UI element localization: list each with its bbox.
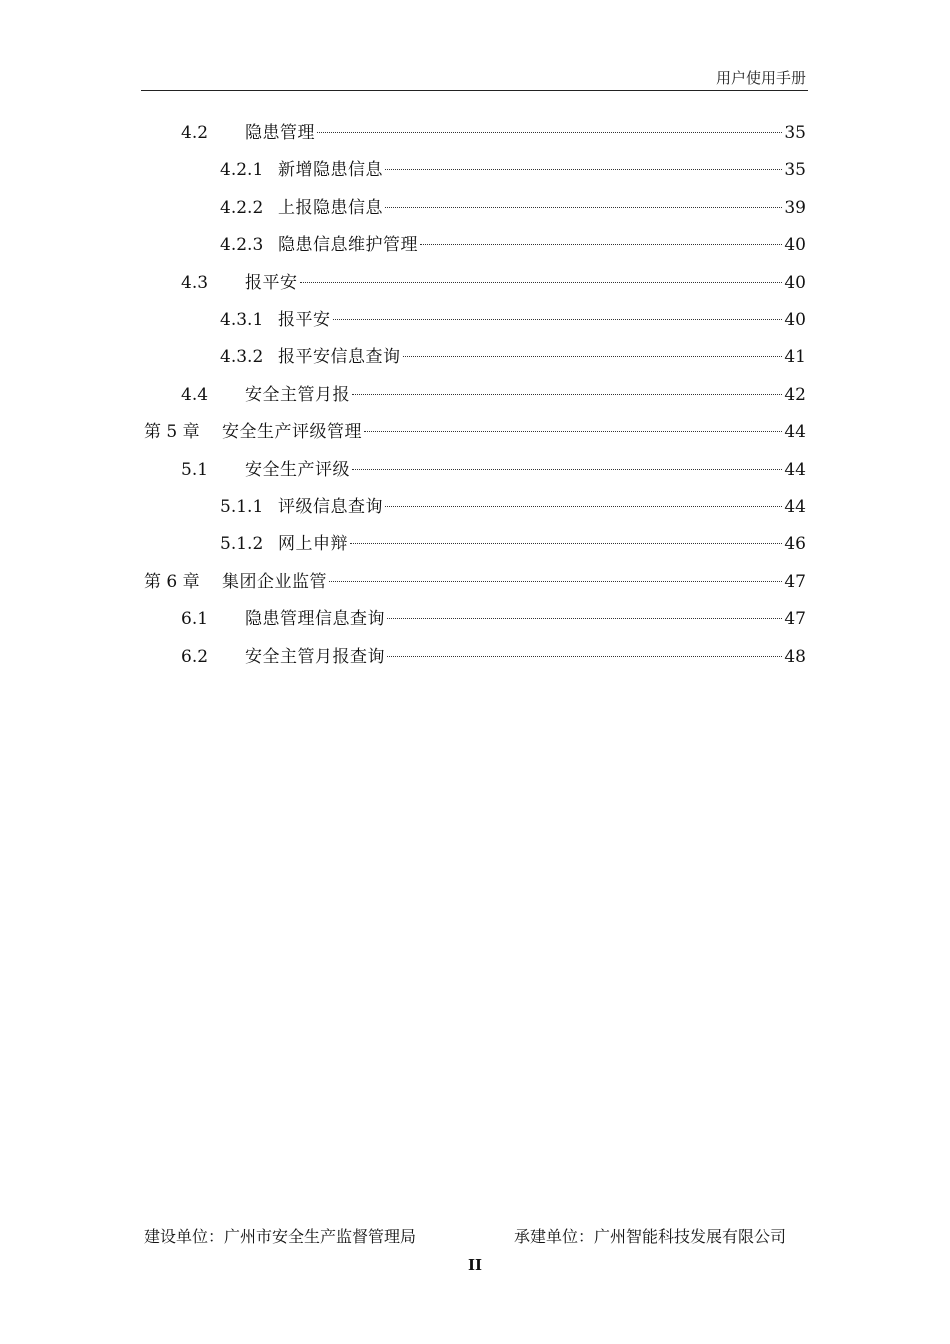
dot-leader: [329, 581, 782, 582]
toc-entry-number: 4.2: [181, 123, 209, 143]
toc-entry[interactable]: [144, 569, 806, 595]
dot-leader: [385, 207, 782, 208]
footer-contractor: 承建单位：广州智能科技发展有限公司: [514, 1227, 787, 1246]
toc-entry[interactable]: [220, 157, 806, 183]
dot-leader: [385, 506, 782, 507]
toc-entry-number: 5.1: [181, 460, 209, 480]
toc-entry-number: 6.1: [181, 609, 209, 629]
toc-entry-number: 4.2.2: [220, 198, 264, 218]
toc-entry-page: 44: [784, 497, 806, 517]
dot-leader: [364, 431, 782, 432]
toc-entry-title: 新增隐患信息: [278, 160, 383, 180]
toc-entry-title: 网上申辩: [278, 534, 348, 554]
toc-entry-title: 隐患管理: [245, 123, 315, 143]
dot-leader: [403, 356, 783, 357]
toc-entry-title: 安全生产评级管理: [222, 422, 362, 442]
toc-entry[interactable]: [220, 494, 806, 520]
toc-entry-title: 安全主管月报查询: [245, 647, 385, 667]
toc-entry-page: 35: [784, 123, 806, 143]
toc-entry-number: 第 6 章: [144, 572, 200, 592]
toc-entry-title: 报平安: [245, 273, 298, 293]
dot-leader: [350, 543, 782, 544]
toc-entry-page: 48: [784, 647, 806, 667]
toc-entry-title: 隐患信息维护管理: [278, 235, 418, 255]
page-header: [141, 66, 808, 91]
toc-entry-title: 集团企业监管: [222, 572, 327, 592]
toc-entry[interactable]: [181, 606, 806, 632]
page-number: II: [467, 1256, 483, 1274]
toc-entry-page: 40: [784, 273, 806, 293]
toc-entry[interactable]: [181, 457, 806, 483]
dot-leader: [420, 244, 782, 245]
toc-entry-title: 上报隐患信息: [278, 198, 383, 218]
toc-entry[interactable]: [181, 382, 806, 408]
toc-entry[interactable]: [220, 195, 806, 221]
toc-entry-number: 5.1.2: [220, 534, 264, 554]
toc-entry-number: 4.2.3: [220, 235, 264, 255]
toc-entry[interactable]: [220, 232, 806, 258]
dot-leader: [387, 656, 782, 657]
dot-leader: [333, 319, 783, 320]
toc-entry-number: 4.3: [181, 273, 209, 293]
toc-entry-title: 报平安: [278, 310, 331, 330]
dot-leader: [387, 618, 782, 619]
toc-entry[interactable]: [220, 344, 806, 370]
toc-entry-number: 4.3.1: [220, 310, 264, 330]
toc-entry[interactable]: [181, 644, 806, 670]
toc-entry-title: 安全主管月报: [245, 385, 350, 405]
dot-leader: [352, 469, 782, 470]
toc-entry-title: 报平安信息查询: [278, 347, 401, 367]
toc-entry-page: 40: [784, 310, 806, 330]
toc-entry[interactable]: [220, 531, 806, 557]
dot-leader: [352, 394, 782, 395]
toc-entry-page: 46: [784, 534, 806, 554]
toc-entry[interactable]: [220, 307, 806, 333]
toc-entry-page: 41: [784, 347, 806, 367]
toc-entry-page: 44: [784, 460, 806, 480]
toc-entry[interactable]: [144, 419, 806, 445]
toc-entry-page: 42: [784, 385, 806, 405]
dot-leader: [317, 132, 782, 133]
toc-entry-number: 4.2.1: [220, 160, 264, 180]
toc-entry-page: 47: [784, 609, 806, 629]
toc-entry[interactable]: [181, 120, 806, 146]
toc-entry-page: 47: [784, 572, 806, 592]
toc-entry[interactable]: [181, 270, 806, 296]
toc-entry-number: 6.2: [181, 647, 209, 667]
dot-leader: [385, 169, 782, 170]
toc-entry-number: 4.4: [181, 385, 209, 405]
toc-entry-page: 40: [784, 235, 806, 255]
document-title: 用户使用手册: [715, 69, 806, 87]
dot-leader: [300, 282, 783, 283]
toc-entry-number: 4.3.2: [220, 347, 264, 367]
toc-entry-title: 评级信息查询: [278, 497, 383, 517]
toc-entry-page: 44: [784, 422, 806, 442]
toc-entry-number: 5.1.1: [220, 497, 264, 517]
toc-entry-page: 39: [784, 198, 806, 218]
toc-entry-number: 第 5 章: [144, 422, 200, 442]
toc-entry-page: 35: [784, 160, 806, 180]
toc-entry-title: 隐患管理信息查询: [245, 609, 385, 629]
toc-entry-title: 安全生产评级: [245, 460, 350, 480]
footer-builder: 建设单位：广州市安全生产监督管理局: [144, 1227, 417, 1246]
